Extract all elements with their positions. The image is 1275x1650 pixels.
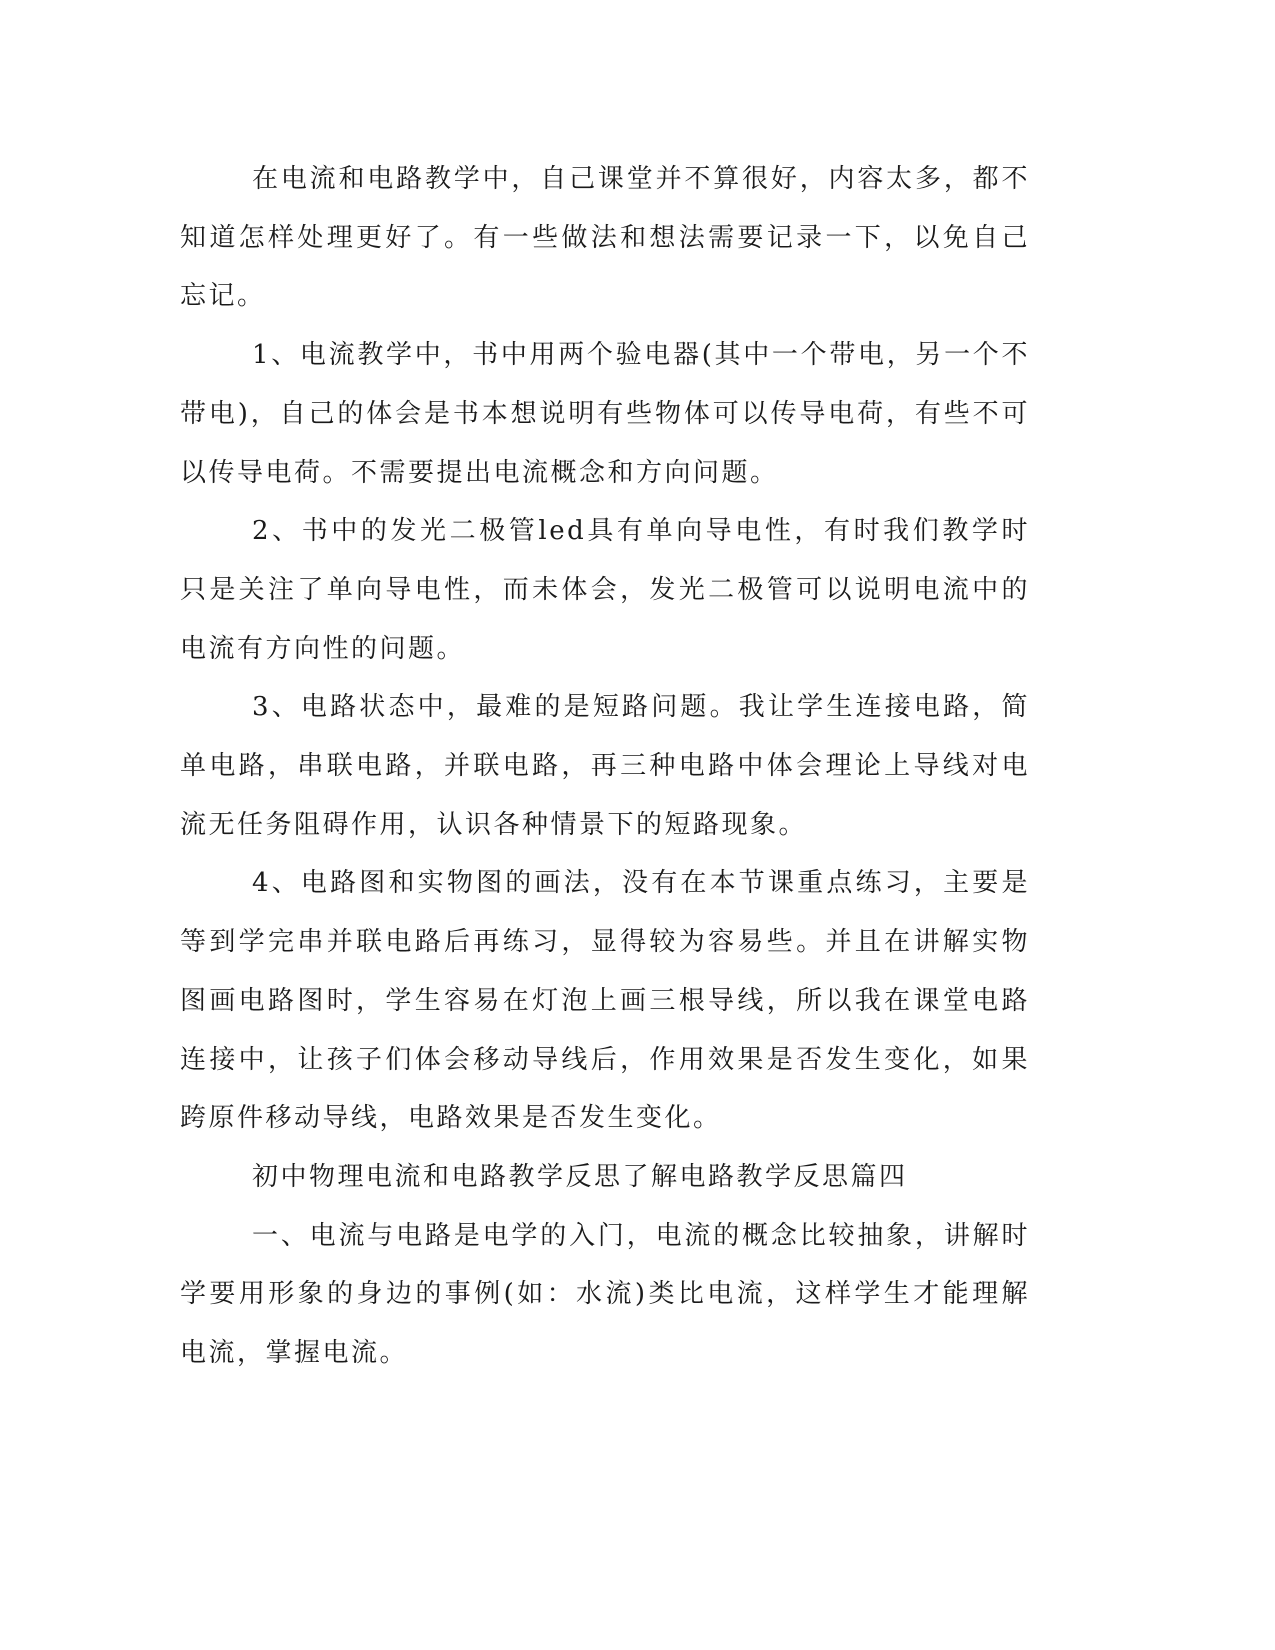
paragraph-point-1: 1、电流教学中，书中用两个验电器(其中一个带电，另一个不带电)，自己的体会是书本想说明有些物体可以传导电荷，有些不可以传导电荷。不需要提出电流概念和方向问题。 [180,340,1030,488]
paragraph-point-2: 2、书中的发光二极管led具有单向导电性，有时我们教学时只是关注了单向导电性，而未体会，发光二极管可以说明电流中的电流有方向性的问题。 [180,516,1030,664]
paragraph-point-4: 4、电路图和实物图的画法，没有在本节课重点练习，主要是等到学完串并联电路后再练习，显得较为容易些。并且在讲解实物图画电路图时，学生容易在灯泡上画三根导线，所以我在课堂电路连接中，让孩子们体会移动导线后，作用效果是否发生变化，如果跨原件移动导线，电路效果是否发生变化。 [180,868,1030,1134]
paragraph-intro: 在电流和电路教学中，自己课堂并不算很好，内容太多，都不知道怎样处理更好了。有一些做法和想法需要记录一下，以免自己忘记。 [180,164,1030,312]
document-body [180,150,1030,1383]
section-heading: 初中物理电流和电路教学反思了解电路教学反思篇四 [252,1161,908,1192]
paragraph-point-3: 3、电路状态中，最难的是短路问题。我让学生连接电路，简单电路，串联电路，并联电路，再三种电路中体会理论上导线对电流无任务阻碍作用，认识各种情景下的短路现象。 [180,692,1030,840]
paragraph-section-point-1: 一、电流与电路是电学的入门，电流的概念比较抽象，讲解时学要用形象的身边的事例(如：水流)类比电流，这样学生才能理解电流，掌握电流。 [180,1220,1030,1369]
